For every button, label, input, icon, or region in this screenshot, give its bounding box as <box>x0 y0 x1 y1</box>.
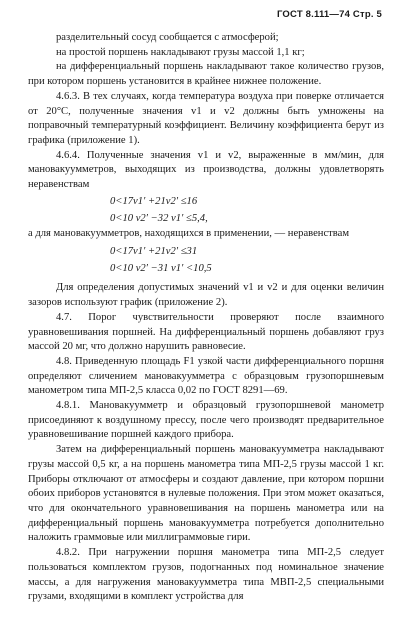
paragraph: 4.8.1. Мановакуумметр и образцовый грузопоршневой манометр присоединяют к воздушному прессу, после чего производят предварительное уравновешивание поршней каждого прибора. <box>28 400 384 441</box>
document-body <box>28 31 384 605</box>
paragraph: 4.8.2. При нагружении поршня манометра типа МП-2,5 следует пользоваться комплектом грузов, подогнанных под номинальное значение массы, а для нагружения мановакуумметра типа МВП-2,5 специальными грузами, входящими в комплект устройства для <box>28 547 384 603</box>
paragraph: разделительный сосуд сообщается с атмосферой; <box>56 32 279 43</box>
paragraph: на дифференциальный поршень накладывают такое количество грузов, при котором поршень установится в крайнее нижнее положение. <box>28 61 384 88</box>
formula-text: 0<17v1′ +21v2′ ≤31 <box>110 246 198 258</box>
paragraph: Затем на дифференциальный поршень мановакуумметра накладывают грузы массой 0,5 кг, а на поршень манометра типа МП-2,5 грузы массой 1 кг. Приборы отключают от атмосферы и создают давление, при котором поршни обоих приборов установятся в нулевые положения. При этом может оказаться, что для окончательного уравновешивания на поршень манометра или на дифференциальный поршень мановакуумметра потребуется дополнительно наложить граммовые или миллиграммовые гири. <box>28 444 384 544</box>
paragraph: на простой поршень накладывают грузы массой 1,1 кг; <box>56 46 305 58</box>
formula-text: 0<10 v2′ −31 v1′ <10,5 <box>110 263 212 275</box>
paragraph: а для мановакуумметров, находящихся в применении, — неравенствам <box>28 227 350 239</box>
formula-text: 0<10 v2′ −32 v1′ ≤5,4, <box>110 212 208 224</box>
formula-line <box>28 210 384 227</box>
formula-line <box>28 243 384 260</box>
paragraph: 4.6.4. Полученные значения v1 и v2, выраженные в мм/мин, для мановакуумметров, выходящих из производства, должны удовлетворять неравенствам <box>28 149 384 191</box>
page-header: ГОСТ 8.111—74 Стр. 5 <box>276 9 382 20</box>
paragraph: 4.8. Приведенную площадь F1 узкой части дифференциального поршня определяют сличением мановакуумметра с образцовым грузопоршневым манометром типа МП-2,5 класса 0,02 по ГОСТ 8291—69. <box>28 355 384 397</box>
paragraph: 4.6.3. В тех случаях, когда температура воздуха при поверке отличается от 20°С, полученные значения v1 и v2 должны быть умножены на поправочный температурный коэффициент. Величину коэффициента берут из графика (приложение 1). <box>28 90 384 146</box>
formula-line <box>28 193 384 210</box>
formula-line <box>28 260 384 277</box>
paragraph: 4.7. Порог чувствительности проверяют после взаимного уравновешивания поршней. На дифференциальный поршень добавляют груз массой 20 мг, что должно нарушить равновесие. <box>28 311 384 353</box>
paragraph: Для определения допустимых значений v1 и v2 и для оценки величин зазоров используют график (приложение 2). <box>28 282 384 309</box>
formula-text: 0<17v1′ +21v2′ ≤16 <box>110 195 198 207</box>
